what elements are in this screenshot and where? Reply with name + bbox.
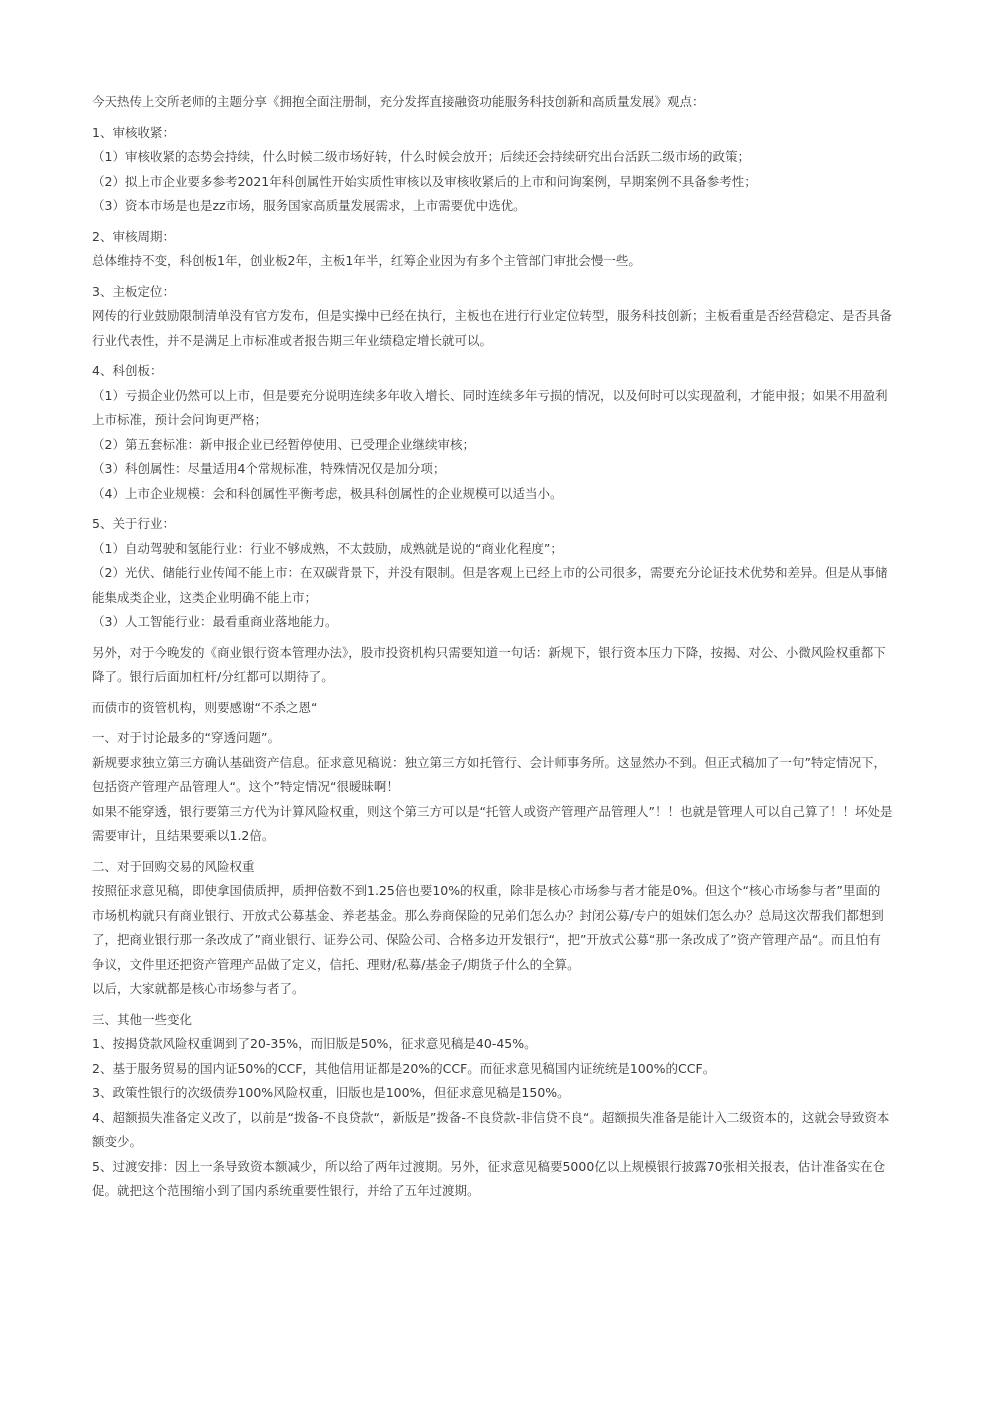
text-line: 2、基于服务贸易的国内证50%的CCF，其他信用证都是20%的CCF。而征求意见稿国内证统统是100%的CCF。 bbox=[92, 1060, 716, 1076]
text-line: 争议，文件里还把资产管理产品做了定义，信托、理财/私募/基金子/期货子什么的全算。 bbox=[92, 956, 580, 972]
document-page bbox=[92, 90, 944, 1210]
text-line: 额变少。 bbox=[92, 1134, 143, 1149]
text-line: 需要审计，且结果要乘以1.2倍。 bbox=[92, 828, 275, 843]
paragraph-block bbox=[92, 359, 944, 506]
text-line: 5、关于行业： bbox=[92, 516, 175, 531]
paragraph-block bbox=[92, 90, 944, 115]
text-line: （4）上市企业规模：会和科创属性平衡考虑，极具科创属性的企业规模可以适当小。 bbox=[92, 485, 563, 501]
text-line: 1、审核收紧： bbox=[92, 124, 175, 140]
text-line: （3）人工智能行业：最看重商业落地能力。 bbox=[92, 614, 338, 629]
paragraph-block bbox=[92, 225, 944, 274]
text-line: 按照征求意见稿，即使拿国债质押，质押倍数不到1.25倍也要10%的权重，除非是核心市场参与者才能是0%。但这个“核心市场参与者”里面的 bbox=[92, 883, 881, 898]
text-line: （1）亏损企业仍然可以上市，但是要充分说明连续多年收入增长、同时连续多年亏损的情况，以及何时可以实现盈利，才能申报；如果不用盈利 bbox=[92, 387, 888, 403]
text-line: （3）资本市场是也是zz市场，服务国家高质量发展需求，上市需要优中选优。 bbox=[92, 198, 526, 213]
text-line: 三、其他一些变化 bbox=[92, 1011, 193, 1027]
text-line: 促。就把这个范围缩小到了国内系统重要性银行，并给了五年过渡期。 bbox=[92, 1183, 480, 1198]
text-line: 二、对于回购交易的风险权重 bbox=[92, 858, 255, 874]
text-line: 上市标准，预计会问询更严格； bbox=[92, 412, 268, 427]
text-line: （2）拟上市企业要多参考2021年科创属性开始实质性审核以及审核收紧后的上市和问询案例，早期案例不具备参考性； bbox=[92, 173, 757, 189]
paragraph-block bbox=[92, 696, 944, 721]
text-line: 如果不能穿透，银行要第三方代为计算风险权重，则这个第三方可以是“托管人或资产管理产品管理人”！！也就是管理人可以自己算了！！坏处是 bbox=[92, 803, 893, 819]
text-line: 市场机构就只有商业银行、开放式公募基金、养老基金。那么券商保险的兄弟们怎么办？封闭公募/专户的姐妹们怎么办？总局这次帮我们都想到 bbox=[92, 907, 884, 923]
text-line: 以后，大家就都是核心市场参与者了。 bbox=[92, 981, 305, 996]
text-line: 另外，对于今晚发的《商业银行资本管理办法》，股市投资机构只需要知道一句话：新规下，银行资本压力下降，按揭、对公、小微风险权重都下 bbox=[92, 644, 886, 660]
text-line: 5、过渡安排：因上一条导致资本额减少，所以给了两年过渡期。另外，征求意见稿要5000亿以上规模银行披露70张相关报表，估计准备实在仓 bbox=[92, 1158, 886, 1174]
text-line: 包括资产管理产品管理人“。这个”特定情况“很暧昧啊！ bbox=[92, 779, 399, 794]
paragraph-block bbox=[92, 512, 944, 635]
text-line: 行业代表性，并不是满足上市标准或者报告期三年业绩稳定增长就可以。 bbox=[92, 332, 493, 348]
paragraph-block bbox=[92, 641, 944, 690]
paragraph-block bbox=[92, 280, 944, 354]
text-line: 3、政策性银行的次级债券100%风险权重，旧版也是100%，但征求意见稿是150%。 bbox=[92, 1085, 570, 1100]
text-line: 网传的行业鼓励限制清单没有官方发布，但是实操中已经在执行，主板也在进行行业定位转型，服务科技创新；主板看重是否经营稳定、是否具备 bbox=[92, 308, 893, 323]
text-line: （1）审核收紧的态势会持续，什么时候二级市场好转，什么时候会放开；后续还会持续研究出台活跃二级市场的政策； bbox=[92, 149, 750, 164]
text-line: 3、主板定位： bbox=[92, 283, 175, 299]
text-line: 4、科创板： bbox=[92, 363, 163, 378]
text-line: （2）光伏、储能行业传闻不能上市：在双碳背景下，并没有限制。但是客观上已经上市的公司很多，需要充分论证技术优势和差异。但是从事储 bbox=[92, 565, 888, 580]
paragraph-block bbox=[92, 855, 944, 1002]
text-line: （2）第五套标准：新申报企业已经暂停使用、已受理企业继续审核； bbox=[92, 436, 475, 452]
text-line: 了，把商业银行那一条改成了”商业银行、证券公司、保险公司、合格多边开发银行“，把”开放式公募“那一条改成了”资产管理产品“。而且怕有 bbox=[92, 932, 881, 947]
paragraph-block bbox=[92, 121, 944, 219]
text-line: 总体维持不变，科创板1年，创业板2年，主板1年半，红筹企业因为有多个主管部门审批会慢一些。 bbox=[92, 253, 641, 268]
text-line: 4、超额损失准备定义改了，以前是“拨备-不良贷款“，新版是”拨备-不良贷款-非信贷不良“。超额损失准备是能计入二级资本的，这就会导致资本 bbox=[92, 1109, 890, 1125]
text-line: 降了。银行后面加杠杆/分红都可以期待了。 bbox=[92, 669, 334, 684]
text-line: 今天热传上交所老师的主题分享《拥抱全面注册制，充分发挥直接融资功能服务科技创新和高质量发展》观点： bbox=[92, 94, 705, 109]
paragraph-block bbox=[92, 726, 944, 849]
text-line: （3）科创属性：尽量适用4个常规标准，特殊情况仅是加分项； bbox=[92, 461, 446, 476]
paragraph-block bbox=[92, 1008, 944, 1204]
text-line: 一、对于讨论最多的“穿透问题”。 bbox=[92, 730, 280, 745]
text-line: 能集成类企业，这类企业明确不能上市； bbox=[92, 589, 318, 605]
text-line: 1、按揭贷款风险权重调到了20-35%，而旧版是50%，征求意见稿是40-45%。 bbox=[92, 1036, 537, 1051]
text-line: 而债市的资管机构，则要感谢“不杀之恩“ bbox=[92, 699, 318, 715]
text-line: 新规要求独立第三方确认基础资产信息。征求意见稿说：独立第三方如托管行、会计师事务所。这显然办不到。但正式稿加了一句”特定情况下， bbox=[92, 754, 886, 770]
text-line: 2、审核周期： bbox=[92, 228, 175, 244]
text-line: （1）自动驾驶和氢能行业：行业不够成熟，不太鼓励，成熟就是说的“商业化程度”； bbox=[92, 540, 563, 556]
